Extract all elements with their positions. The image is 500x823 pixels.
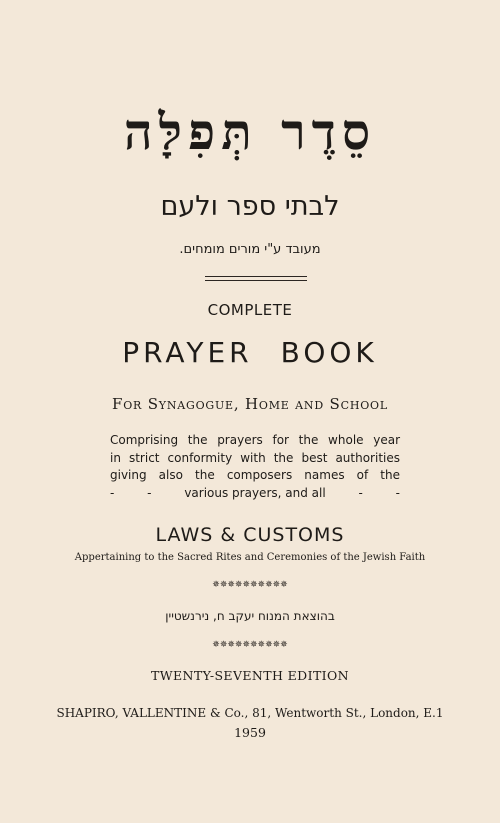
- dash: -: [110, 485, 115, 500]
- main-title-prayer: PRAYER: [122, 336, 253, 369]
- hebrew-publisher: בהוצאת המנוח יעקב ח, נירנשטיין: [165, 609, 335, 623]
- dash: -: [395, 485, 400, 500]
- description-last-text: various prayers, and all: [184, 485, 326, 500]
- hebrew-edited-by: מעובד ע"י מורים מומחים.: [179, 242, 321, 257]
- description-paragraph: [110, 432, 400, 502]
- ornament-divider-bottom: ✵✵✵✵✵✵✵✵✵✵: [212, 640, 288, 650]
- edition-label: TWENTY-SEVENTH EDITION: [150, 668, 350, 683]
- laws-customs-heading: LAWS & CUSTOMS: [155, 524, 345, 546]
- description-last-line: [110, 485, 400, 503]
- divider-top: [205, 276, 307, 277]
- main-title: [0, 334, 500, 372]
- ornament-divider-top: ✵✵✵✵✵✵✵✵✵✵: [212, 580, 288, 590]
- description-line: giving also the composers names of the: [110, 468, 400, 482]
- dash: -: [147, 485, 152, 500]
- hebrew-title: סֵדֶר תְּפִלָּה: [123, 102, 377, 161]
- publication-year: 1959: [234, 725, 266, 740]
- hebrew-subtitle: לבתי ספר ולעם: [160, 191, 340, 222]
- description-line: in strict conformity with the best authorities: [110, 450, 400, 465]
- for-line: For Synagogue, Home and School: [112, 395, 388, 413]
- description-line: Comprising the prayers for the whole year: [110, 433, 400, 447]
- complete-label: COMPLETE: [207, 301, 293, 319]
- dash: -: [358, 485, 363, 500]
- main-title-book: BOOK: [280, 336, 378, 369]
- appertaining-line: Appertaining to the Sacred Rites and Ceremonies of the Jewish Faith: [74, 552, 426, 563]
- divider-bottom: [205, 280, 307, 281]
- publisher-line: SHAPIRO, VALLENTINE & Co., 81, Wentworth St., London, E.1: [56, 706, 444, 720]
